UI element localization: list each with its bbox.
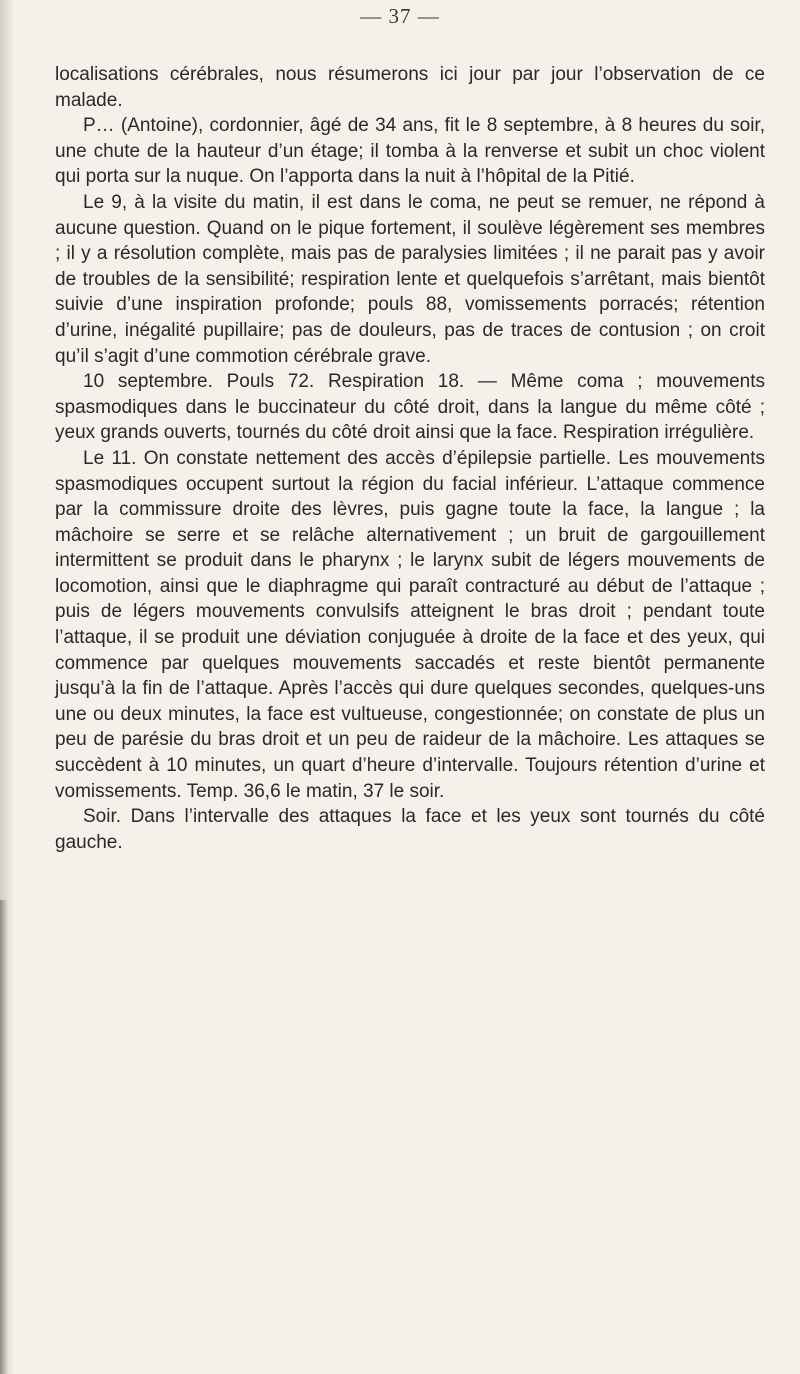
paragraph-day-11: Le 11. On constate nettement des accès d’épilepsie partielle. Les mouvements spasmodiques occupent surtout la région du facial inférieur. L’attaque commence par la commissure droite des lèvres, puis gagne toute la face, la langue ; la mâchoire se serre et se relâche alternativement ; un bruit de gargouillement intermittent se produit dans le pharynx ; le larynx subit de légers mouvements de locomotion, ainsi que le diaphragme qui paraît contracturé au début de l’attaque ; puis de légers mouvements convulsifs atteignent le bras droit ; pendant toute l’attaque, il se produit une déviation conjuguée à droite de la face et des yeux, qui commence par quelques mouvements saccadés et reste bientôt permanente jusqu’à la fin de l’attaque. Après l’accès qui dure quelques secondes, quelques-uns une ou deux minutes, la face est vultueuse, congestionnée; on constate de plus un peu de parésie du bras droit et un peu de raideur de la mâchoire. Les attaques se succèdent à 10 minutes, un quart d’heure d’intervalle. Toujours rétention d’urine et vomissements. Temp. 36,6 le matin, 37 le soir. [55, 447, 765, 802]
paragraph-continuation: localisations cérébrales, nous résumerons ici jour par jour l’observation de ce malade. [55, 64, 765, 111]
body-text [55, 62, 765, 855]
paragraph-case-intro: P… (Antoine), cordonnier, âgé de 34 ans, fit le 8 septembre, à 8 heures du soir, une chute de la hauteur d’un étage; il tomba à la renverse et subit un choc violent qui porta sur la nuque. On l’apporta dans la nuit à l’hôpital de la Pitié. [55, 115, 765, 188]
page-number: — 37 — [360, 4, 440, 28]
binding-shadow-lower [0, 900, 8, 1374]
paragraph-day-9: Le 9, à la visite du matin, il est dans le coma, ne peut se remuer, ne répond à aucune question. Quand on le pique fortement, il soulève légèrement ses membres ; il y a résolution complète, mais pas de paralysies limitées ; il ne parait pas y avoir de troubles de la sensibilité; respiration lente et quelquefois s’arrêtant, mais bientôt suivie d’une inspiration profonde; pouls 88, vomissements porracés; rétention d’urine, inégalité pupillaire; pas de douleurs, pas de traces de contusion ; on croit qu’il s’agit d’une commotion cérébrale grave. [55, 191, 765, 367]
paragraph-day-10: 10 septembre. Pouls 72. Respiration 18. — Même coma ; mouvements spasmodiques dans le buccinateur du côté droit, dans la langue du même côté ; yeux grands ouverts, tournés du côté droit ainsi que la face. Respiration irrégulière. [55, 371, 765, 444]
paragraph-evening: Soir. Dans l’intervalle des attaques la face et les yeux sont tournés du côté gauche. [55, 806, 765, 853]
